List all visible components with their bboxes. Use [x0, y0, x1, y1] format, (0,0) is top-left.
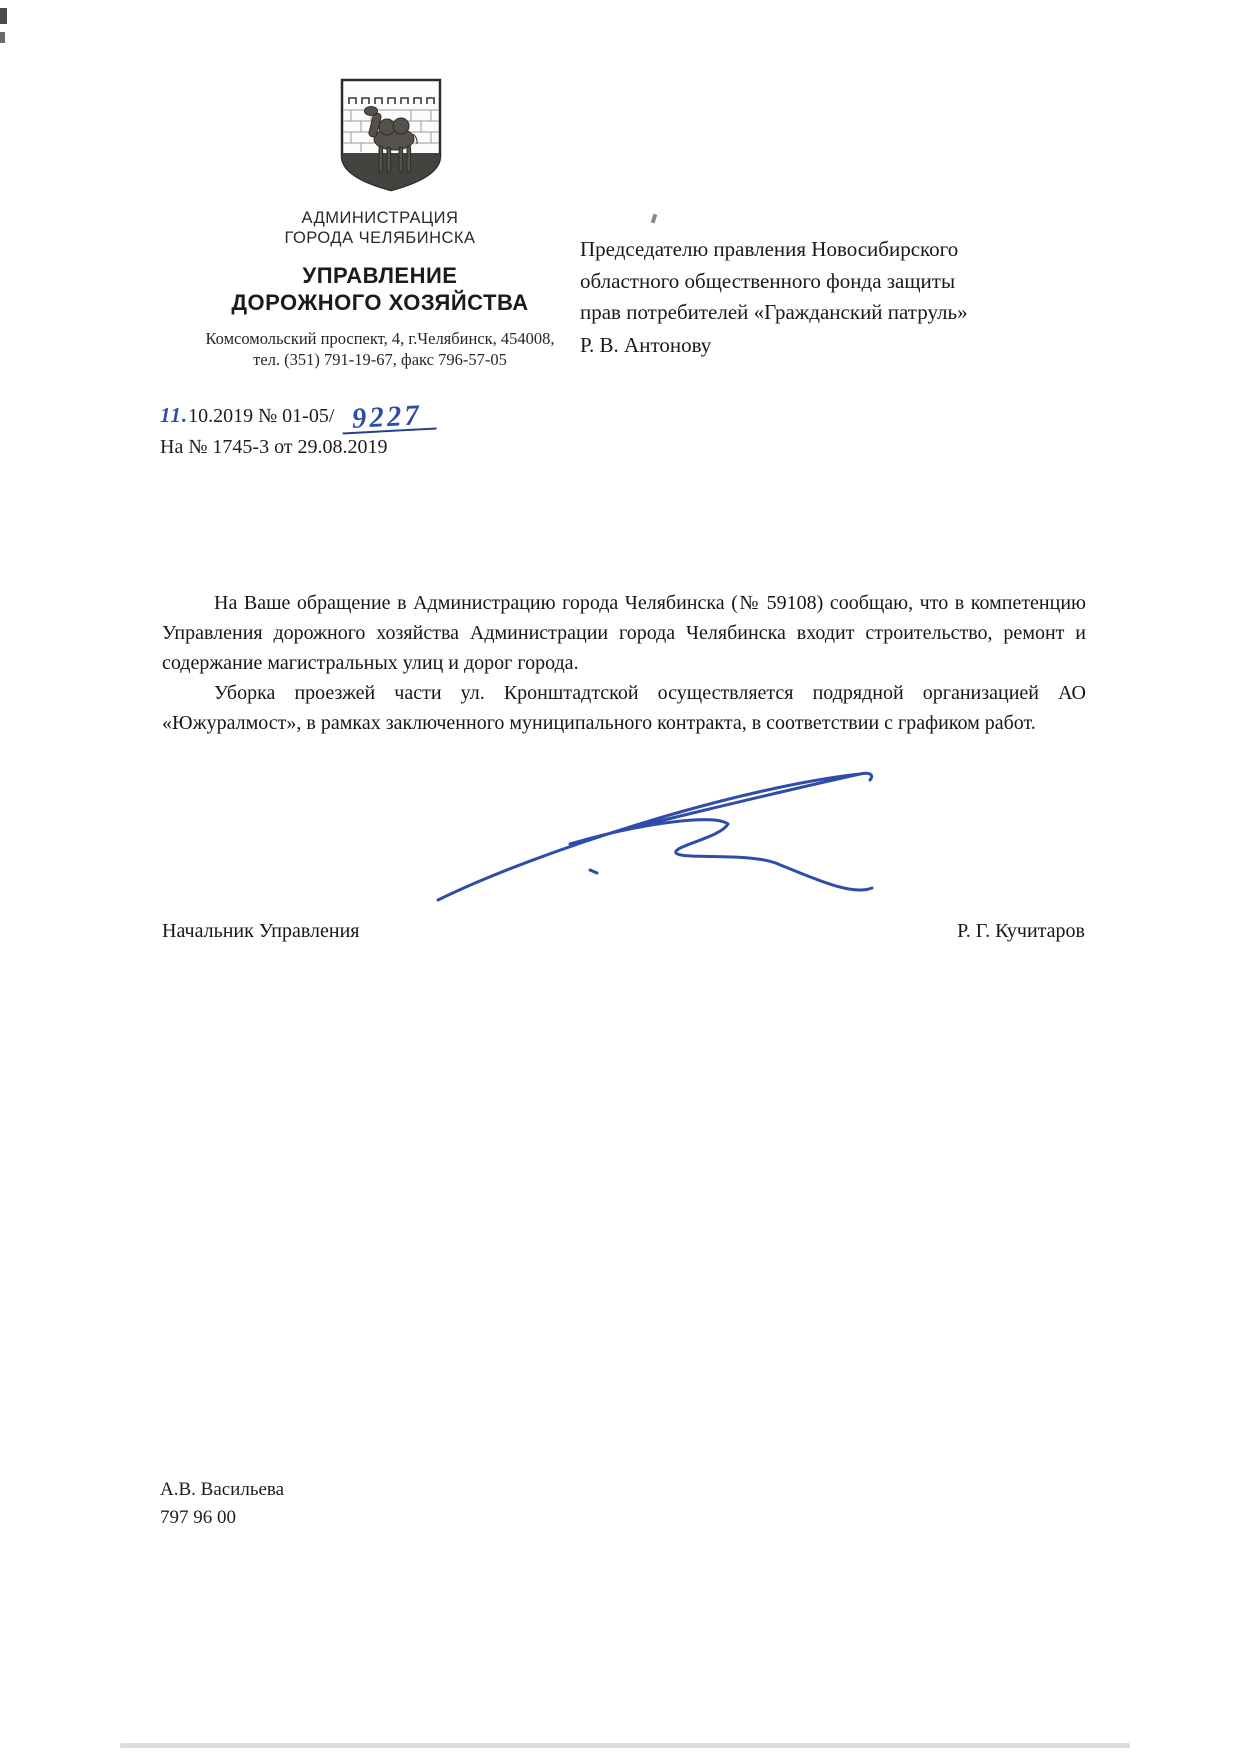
body-paragraph-2: Уборка проезжей части ул. Кронштадтской осуществляется подрядной организацией АО «Южуралмост», в рамках заключенного муниципального контракта, в соответствии с графиком работ.	[162, 682, 1086, 734]
outgoing-reference-line	[160, 399, 680, 435]
signer-name: Р. Г. Кучитаров	[957, 920, 1085, 942]
addressee-block	[580, 234, 1050, 361]
incoming-reference-line: На № 1745-3 от 29.08.2019	[160, 436, 388, 458]
reference-block	[160, 400, 680, 462]
contact-address-block	[120, 328, 640, 370]
phone-fax-line: тел. (351) 791-19-67, факс 796-57-05	[253, 350, 507, 369]
scan-artifact-ink-speck	[651, 214, 658, 224]
executor-block	[160, 1476, 284, 1532]
city-coat-of-arms-camel-icon	[337, 76, 445, 194]
addressee-name: Р. В. Антонову	[580, 332, 712, 357]
executor-phone: 797 96 00	[160, 1507, 236, 1528]
scan-artifact-left-edge	[0, 8, 7, 24]
addressee-line-3: прав потребителей «Гражданский патруль»	[580, 300, 968, 324]
addressee-line-2: областного общественного фонда защиты	[580, 268, 956, 293]
dept-line-2: ДОРОЖНОГО ХОЗЯЙСТВА	[231, 290, 529, 315]
handwritten-outgoing-number: 9227	[342, 404, 437, 435]
org-line-1: АДМИНИСТРАЦИЯ	[301, 209, 459, 227]
handwritten-date: 11.	[160, 403, 189, 427]
dept-line-1: УПРАВЛЕНИЕ	[302, 263, 458, 288]
executor-name: А.В. Васильева	[160, 1479, 285, 1500]
signer-position-title: Начальник Управления	[162, 920, 360, 942]
scan-artifact-bottom-band	[120, 1743, 1130, 1748]
org-line-2: ГОРОДА ЧЕЛЯБИНСКА	[284, 229, 476, 247]
letter-body	[162, 588, 1086, 738]
address-line: Комсомольский проспект, 4, г.Челябинск, 454008,	[205, 329, 555, 348]
printed-date-number: 10.2019 № 01-05/	[188, 405, 335, 427]
scan-artifact-left-edge-2	[0, 32, 5, 43]
org-name-block	[150, 208, 610, 248]
addressee-line-1: Председателю правления Новосибирского	[580, 237, 959, 261]
body-paragraph-1: На Ваше обращение в Администрацию города Челябинска (№ 59108) сообщаю, что в компетенцию Управления дорожного хозяйства Администрации города Челябинска входит строительство, ремонт и содержание магистральных улиц и дорог города.	[162, 592, 1086, 674]
department-name-block	[120, 262, 640, 316]
handwritten-signature	[420, 752, 890, 922]
